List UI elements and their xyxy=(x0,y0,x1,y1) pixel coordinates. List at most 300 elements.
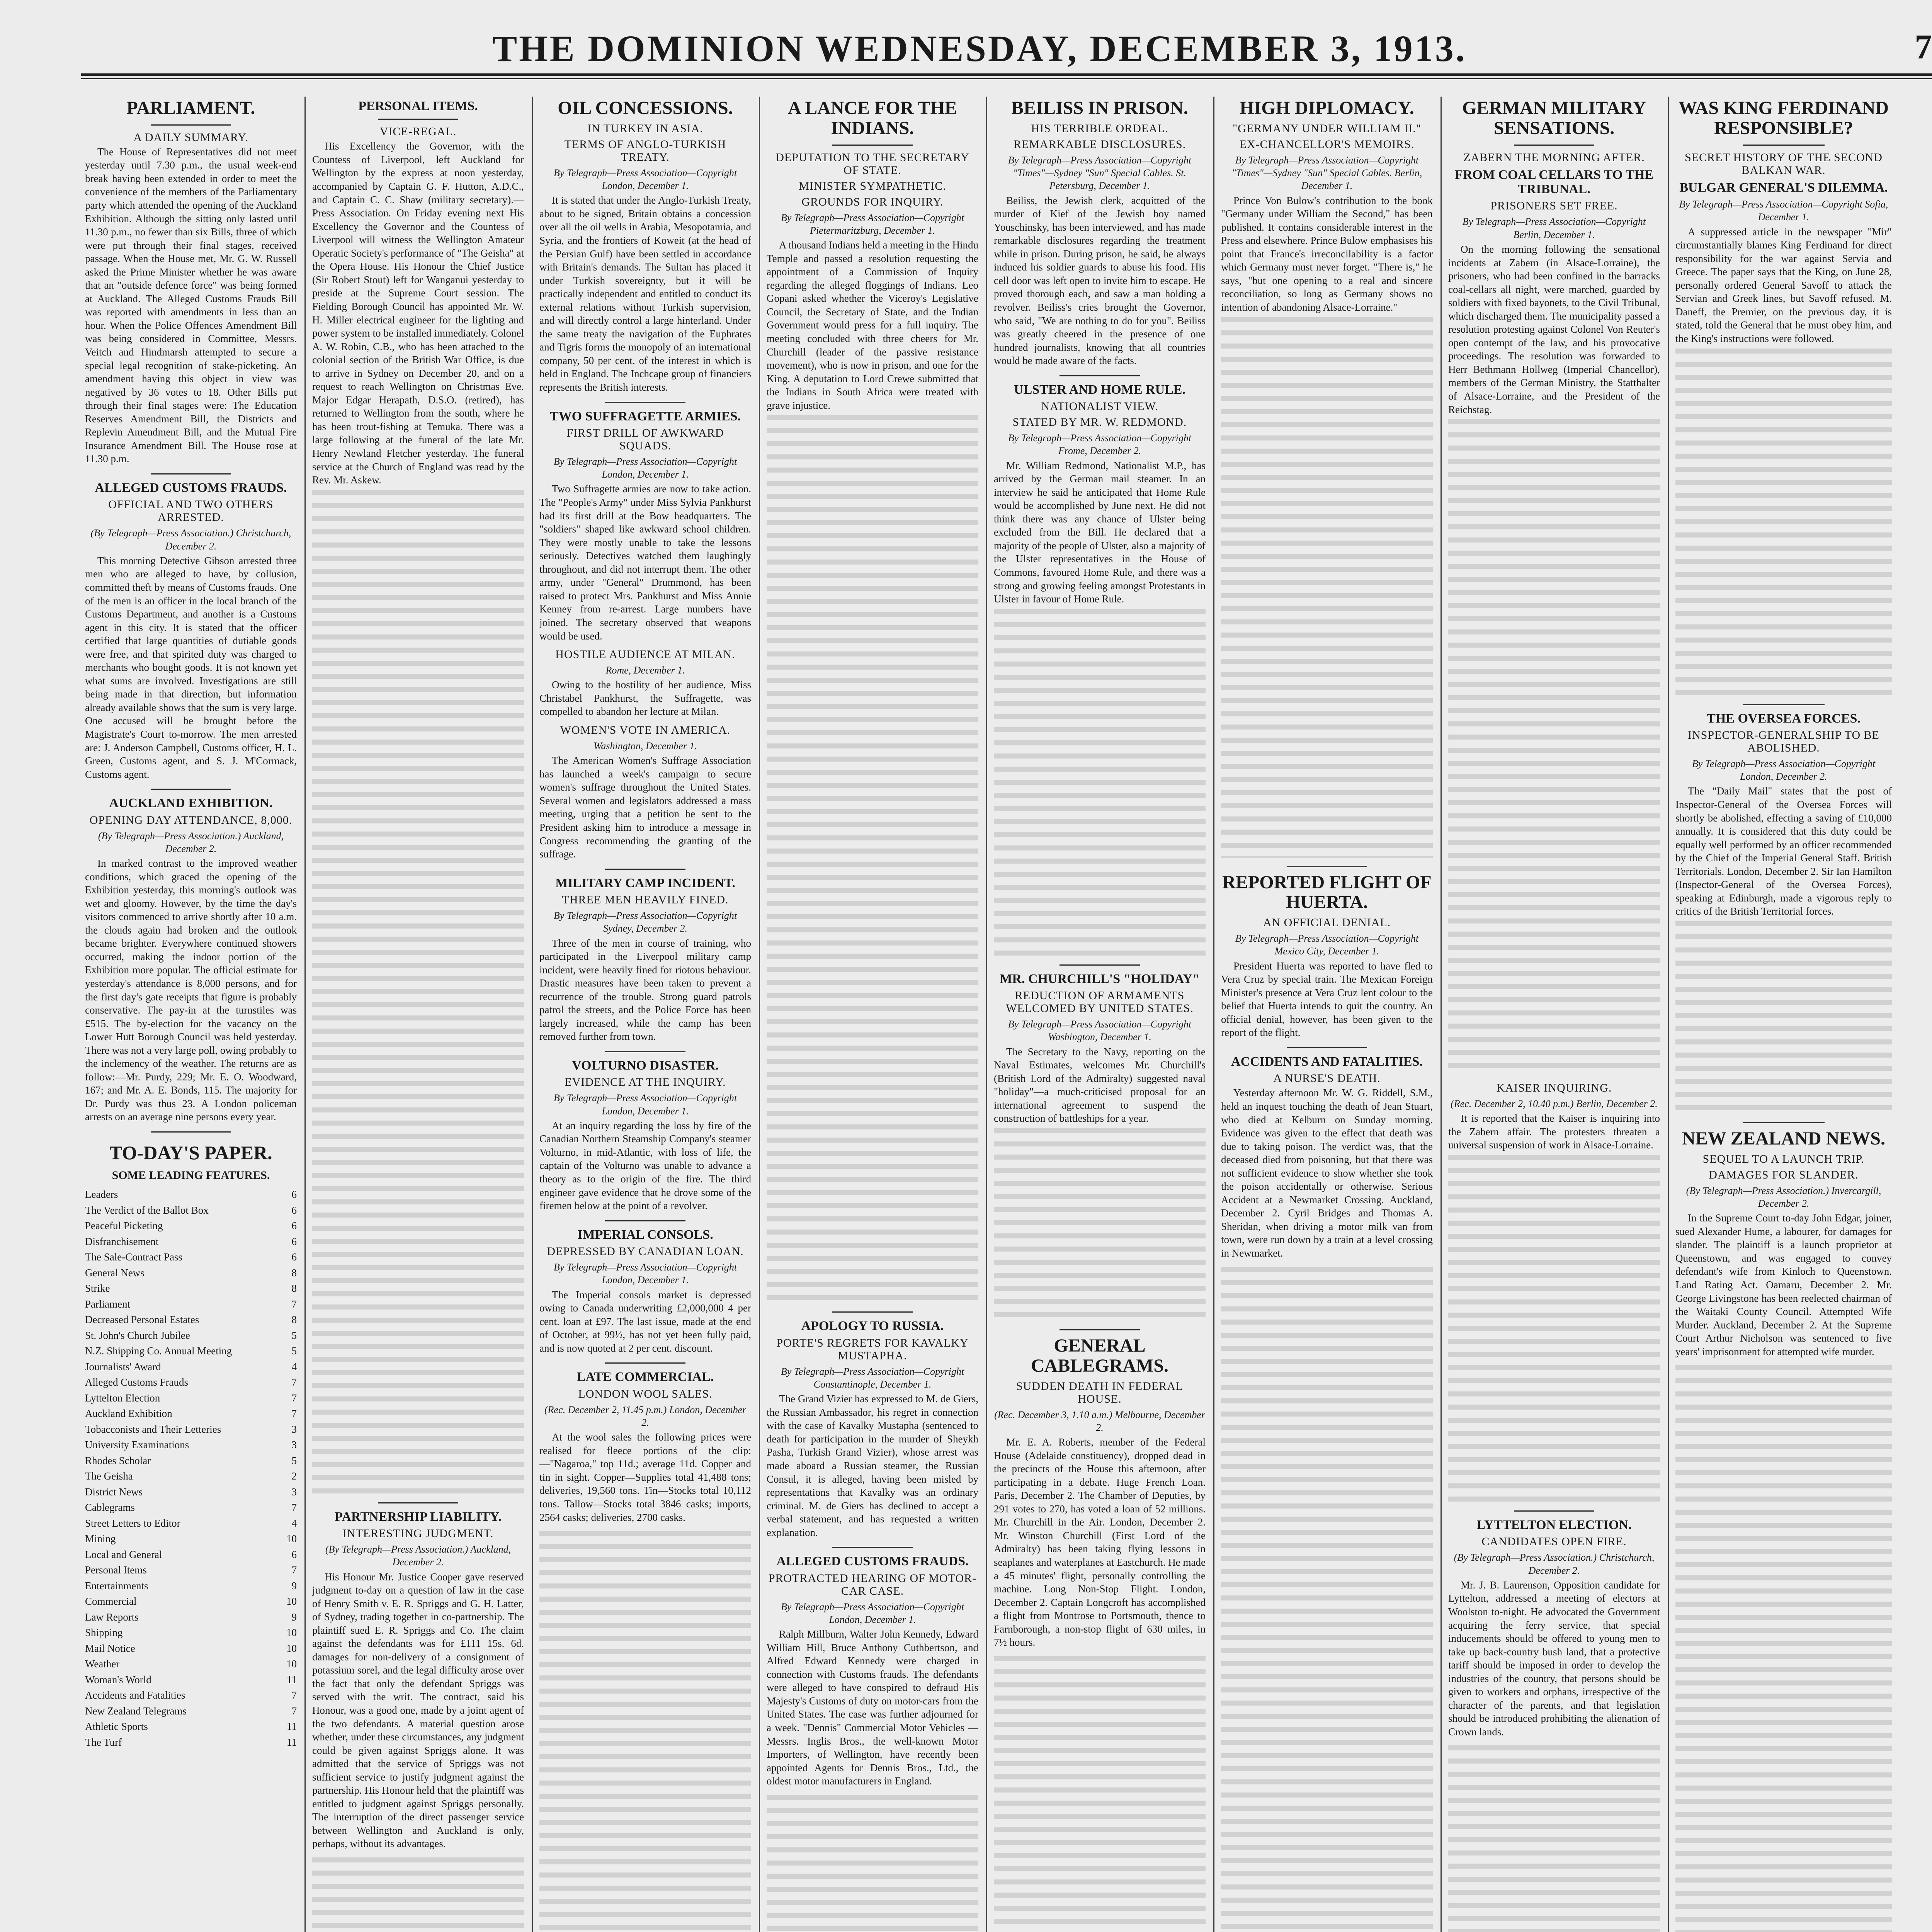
contents-row xyxy=(85,1234,297,1250)
dateline: By Telegraph—Press Association—Copyright London, December 2. xyxy=(1692,758,1876,782)
contents-row xyxy=(85,1719,297,1735)
article-body: At an inquiry regarding the loss by fire of the Canadian Northern Steamship Company's steamer Volturno, in mid-Atlantic, with loss of life, the captain of the Volturno was unable to advance a theory as to the origin of the fire. The third engineer gave evidence that he drove some of the firemen below at the point of a revolver. xyxy=(539,1119,751,1212)
subheading: OPENING DAY ATTENDANCE, 8,000. xyxy=(89,813,293,827)
subheading: SEQUEL TO A LAUNCH TRIP. xyxy=(1702,1152,1865,1165)
headline: THE OVERSEA FORCES. xyxy=(1707,711,1861,726)
article-suffragette-armies xyxy=(539,398,751,643)
contents-row xyxy=(85,1594,297,1609)
contents-item: Street Letters to Editor xyxy=(85,1517,180,1529)
article-king-ferdinand xyxy=(1675,97,1892,696)
contents-row xyxy=(85,1296,297,1312)
contents-row xyxy=(85,1500,297,1515)
contents-item: Accidents and Fatalities xyxy=(85,1689,185,1701)
headline: OIL CONCESSIONS. xyxy=(558,98,733,118)
column-rule xyxy=(304,97,306,1932)
dateline: By Telegraph—Press Association—Copyright Sydney, December 2. xyxy=(553,910,737,934)
article-body: President Huerta was reported to have fled to Vera Cruz by special train. The Mexican Foreign Minister's presence at Vera Cruz lent colour to the belief that Huerta intends to quit the country. An official denial, however, has been given to the report of the flight. xyxy=(1221,960,1433,1039)
headline: LYTTELTON ELECTION. xyxy=(1476,1517,1632,1532)
article-ulster-home-rule xyxy=(994,371,1206,957)
contents-page-number: 7 xyxy=(291,1392,297,1404)
contents-row xyxy=(85,1453,297,1469)
column-rule xyxy=(986,97,987,1932)
contents-page-number: 11 xyxy=(287,1736,297,1748)
subheading: DAMAGES FOR SLANDER. xyxy=(1709,1168,1859,1181)
headline: HOSTILE AUDIENCE AT MILAN. xyxy=(555,648,735,661)
headline: A LANCE FOR THE INDIANS. xyxy=(788,98,957,138)
dateline: (Rec. December 2, 11.45 p.m.) London, December 2. xyxy=(544,1404,747,1428)
dateline: Washington, December 1. xyxy=(594,740,697,752)
headline: GENERAL CABLEGRAMS. xyxy=(1031,1335,1169,1376)
contents-item: University Examinations xyxy=(85,1439,189,1451)
subheading: NATIONALIST VIEW. xyxy=(1041,400,1158,413)
contents-page-number: 7 xyxy=(291,1564,297,1576)
subheading: FROM COAL CELLARS TO THE TRIBUNAL. xyxy=(1455,167,1653,197)
divider xyxy=(605,1362,685,1364)
masthead-title: THE DOMINION WEDNESDAY, DECEMBER 3, 1913. xyxy=(492,28,1467,69)
contents-item: Disfranchisement xyxy=(85,1235,159,1247)
dateline: By Telegraph—Press Association—Copyright Frome, December 2. xyxy=(1008,432,1192,457)
divider xyxy=(1514,1510,1594,1512)
headline: ACCIDENTS AND FATALITIES. xyxy=(1231,1054,1423,1069)
contents-page-number: 3 xyxy=(291,1439,297,1451)
contents-item: The Geisha xyxy=(85,1470,133,1482)
dateline: By Telegraph—Press Association—Copyright London, December 1. xyxy=(553,167,737,192)
subheading: VICE-REGAL. xyxy=(379,125,457,138)
contents-item: The Verdict of the Ballot Box xyxy=(85,1204,209,1216)
contents-row xyxy=(85,1578,297,1594)
column-7 xyxy=(1448,97,1660,1932)
divider xyxy=(1514,145,1594,146)
dateline: (By Telegraph—Press Association.) Christchurch, December 2. xyxy=(1454,1552,1655,1576)
subheading: REDUCTION OF ARMAMENTS WELCOMED BY UNITED STATES. xyxy=(1006,989,1194,1015)
article-lance-for-indians xyxy=(767,97,978,1304)
contents-item: Auckland Exhibition xyxy=(85,1408,172,1420)
subheading: FIRST DRILL OF AWKWARD SQUADS. xyxy=(566,426,724,452)
contents-page-number: 7 xyxy=(291,1689,297,1701)
contents-page-number: 7 xyxy=(291,1705,297,1717)
contents-item: Rhodes Scholar xyxy=(85,1454,151,1466)
divider xyxy=(1743,145,1825,146)
contents-page-number: 5 xyxy=(291,1345,297,1357)
masthead-rule xyxy=(81,73,1932,76)
dateline: By Telegraph—Press Association—Copyright "Times"—Sydney "Sun" Special Cables. St. Petersburg, December 1. xyxy=(1008,154,1192,192)
contents-row xyxy=(85,1218,297,1234)
contents-item: Commercial xyxy=(85,1595,137,1607)
dateline: (By Telegraph—Press Association.) Invercargill, December 2. xyxy=(1686,1185,1881,1209)
subheading: A NURSE'S DEATH. xyxy=(1273,1072,1381,1085)
contents-row xyxy=(85,1625,297,1641)
column-rule xyxy=(1440,97,1442,1932)
subheading: CANDIDATES OPEN FIRE. xyxy=(1481,1535,1627,1548)
article-text-continuation xyxy=(1675,349,1892,696)
contents-row xyxy=(85,1687,297,1703)
contents-item: Leaders xyxy=(85,1189,118,1201)
contents-page-number: 7 xyxy=(291,1502,297,1514)
article-body: The Grand Vizier has expressed to M. de Giers, the Russian Ambassador, his regret in connection with the case of Kavalky Mustapha (sentenced to death for participation in the murder of Sheykh Pasha, Turkish Grand Vizier), whose arrest was made aboard a Russian steamer, the Russian Consul, it is alleged, having been misled by representations that Kavalky was an ordinary criminal. M. de Giers has declined to accept a verbal statement, and has requested a written explanation. xyxy=(767,1393,978,1538)
article-body: His Honour Mr. Justice Cooper gave reserved judgment to-day on a question of law in the case of Henry Smith v. E. R. Spriggs and G. H. Latter, of Sydney, trading together in co-partnership. The plaintiff sued E. R. Spriggs and Co. The claim against the defendants was for £111 15s. 6d. damages for non-delivery of a consignment of potassium sorel, and the legal difficulty arose over the fact that only the defendant Spriggs was served with the writ. The contract, said his Honour, was a good one, made by a joint agent of the two defendants. A material question arose whether, under these circumstances, any judgment could be given against Spriggs alone. It was admitted that the service of Spriggs was not sufficient service to justify judgment against the partnership. His Honour held that the plaintiff was entitled to judgment against Spriggs personally. The interruption of the direct passenger service between Wellington and Auckland is only, perhaps, without its advantages. xyxy=(312,1571,524,1850)
article-text-continuation xyxy=(1221,317,1433,858)
contents-item: Personal Items xyxy=(85,1564,147,1576)
contents-page-number: 4 xyxy=(291,1517,297,1529)
article-body: A thousand Indians held a meeting in the Hindu Temple and passed a resolution requesting the appointment of a Commission of Inquiry regarding the alleged floggings of Indians. Leo Gopani asked whether the Viceroy's Legislative Council, the Secretary of State, and the Indian Government would press for a full inquiry. The meeting concluded with three cheers for Mr. Churchill (leader of the passive resistance movement), who is now in prison, and one for the King. A deputation to Lord Crewe submitted that the Indians in South Africa were treated with grave injustice. xyxy=(767,239,978,411)
contents-row xyxy=(85,1390,297,1406)
subheading: LONDON WOOL SALES. xyxy=(578,1387,713,1400)
subheading: SUDDEN DEATH IN FEDERAL HOUSE. xyxy=(1016,1379,1184,1405)
divider xyxy=(1060,375,1140,376)
contents-item: General News xyxy=(85,1267,145,1279)
contents-row xyxy=(85,1515,297,1531)
contents-row xyxy=(85,1312,297,1328)
contents-page-number: 7 xyxy=(291,1408,297,1420)
column-text-continuation xyxy=(1221,1267,1433,1932)
column-rule xyxy=(759,97,760,1932)
contents-item: Woman's World xyxy=(85,1673,151,1685)
contents-row xyxy=(85,1202,297,1218)
subheading: TERMS OF ANGLO-TURKISH TREATY. xyxy=(564,138,726,163)
column-1 xyxy=(85,97,297,1932)
divider xyxy=(832,1547,913,1548)
contents-row xyxy=(85,1343,297,1359)
contents-item: The Turf xyxy=(85,1736,122,1748)
headline: MR. CHURCHILL'S "HOLIDAY" xyxy=(1000,971,1200,986)
dateline: By Telegraph—Press Association—Copyright "Times"—Sydney "Sun" Special Cables. Berlin, December 1. xyxy=(1231,154,1422,192)
article-text-continuation xyxy=(994,1128,1206,1321)
contents-page-number: 11 xyxy=(287,1673,297,1685)
contents-item: Tobacconists and Their Letteries xyxy=(85,1423,221,1435)
contents-row xyxy=(85,1562,297,1578)
contents-page-number: 3 xyxy=(291,1486,297,1498)
contents-page-number: 9 xyxy=(291,1580,297,1592)
headline: PARLIAMENT. xyxy=(126,98,255,118)
todays-paper-index xyxy=(85,1128,297,1750)
contents-row xyxy=(85,1374,297,1390)
column-text-continuation xyxy=(312,1857,524,1932)
divider xyxy=(832,145,913,146)
contents-item: Shipping xyxy=(85,1627,123,1639)
article-text-continuation xyxy=(1448,1155,1660,1503)
column-4 xyxy=(767,97,978,1932)
contents-item: N.Z. Shipping Co. Annual Meeting xyxy=(85,1345,232,1357)
divider xyxy=(378,1502,458,1503)
contents-row xyxy=(85,1547,297,1563)
column-text-continuation xyxy=(539,1531,751,1932)
contents-page-number: 6 xyxy=(291,1251,297,1263)
article-text-continuation xyxy=(994,609,1206,957)
contents-item: Parliament xyxy=(85,1298,130,1310)
contents-item: Mail Notice xyxy=(85,1642,135,1654)
divider xyxy=(1743,1122,1825,1123)
subheading: GROUNDS FOR INQUIRY. xyxy=(801,195,944,208)
article-text-continuation xyxy=(1675,921,1892,1114)
contents-row xyxy=(85,1422,297,1437)
contents-row xyxy=(85,1328,297,1344)
divider xyxy=(605,1051,685,1052)
article-late-commercial xyxy=(539,1359,751,1524)
masthead xyxy=(81,27,1932,70)
contents-item: Mining xyxy=(85,1533,116,1545)
contents-row xyxy=(85,1359,297,1375)
article-high-diplomacy xyxy=(1221,97,1433,858)
contents-row xyxy=(85,1437,297,1453)
article-body: The "Daily Mail" states that the post of Inspector-General of the Oversea Forces will shortly be abolished, effecting a saving of £10,000 annually. It is considered that this duty could be equally well performed by an officer recommended by the Chief of the Imperial General Staff. British Territorials. London, December 2. Sir Ian Hamilton (Inspector-General of the Oversea Forces), speaking at Edinburgh, made a vigorous reply to critics of the British Territorial forces. xyxy=(1675,785,1892,917)
contents-page-number: 10 xyxy=(286,1595,297,1607)
article-body: Ralph Millburn, Walter John Kennedy, Edward William Hill, Bruce Anthony Cuthbertson, and Alfred Edward Kennedy were charged in connection with Customs frauds. The defendants were alleged to have conspired to defraud His Majesty's Customs of duty on motor-cars from the United States. The case was further adjourned for a week. "Dennis" Commercial Motor Vehicles — Messrs. Inglis Bros., the well-known Motor Importers, of Wellington, have recently been appointed Agents for Dennis Bros., Ltd., the oldest motor manufacturers in England. xyxy=(767,1628,978,1787)
dateline: (By Telegraph—Press Association.) Auckland, December 2. xyxy=(98,830,284,854)
contents-page-number: 7 xyxy=(291,1298,297,1310)
article-partnership-liability xyxy=(312,1498,524,1850)
article-body: Mr. E. A. Roberts, member of the Federal House (Adelaide constituency), dropped dead in the precincts of the House this afternoon, after participating in a debate. Huge French Loan. Paris, December 2. The Chamber of Deputies, by 291 votes to 270, has voted a loan of 52 millions. Mr. Churchill in the Air. London, December 2. Mr. Winston Churchill (First Lord of the Admiralty) has been taking flying lessons in seaplanes and waterplanes at Eastchurch. He made a 45 minutes' flight, personally controlling the machine. Long Non-Stop Flight. London, December 2. Captain Longcroft has accomplished a flight from Montrose to Portsmouth, thence to Farnborough, a non-stop flight of 630 miles, in 7½ hours. xyxy=(994,1436,1206,1648)
dateline: (Rec. December 2, 10.40 p.m.) Berlin, December 2. xyxy=(1451,1098,1658,1110)
contents-page-number: 4 xyxy=(291,1361,297,1372)
article-accidents-fatalities xyxy=(1221,1043,1433,1260)
headline: MILITARY CAMP INCIDENT. xyxy=(555,876,735,890)
contents-item: Weather xyxy=(85,1658,120,1670)
article-oversea-forces xyxy=(1675,700,1892,1114)
article-body: On the morning following the sensational incidents at Zabern (in Alsace-Lorraine), the prisoners, who had been confined in the barracks coal-cellars all night, were marched, guarded by soldiers with fixed bayonets, to the Civil Tribunal, which discharged them. The municipality passed a resolution protesting against Colonel Von Reuter's open contempt of the law, and his provocative proceedings. The resolution was forwarded to Herr Bethmann Hollweg (Imperial Chancellor), members of the German Ministry, the Statthalter of Alsace-Lorraine, and the President of the Reichstag. xyxy=(1448,243,1660,415)
contents-item: Law Reports xyxy=(85,1611,139,1623)
dateline: By Telegraph—Press Association—Copyright London, December 1. xyxy=(553,1092,737,1117)
article-body: The Secretary to the Navy, reporting on the Naval Estimates, welcomes Mr. Churchill's (British Lord of the Admiralty) suggested naval "holiday"—a much-criticised proposal for an international agreement to suspend the construction of battleships for a year. xyxy=(994,1046,1206,1124)
subheading: DEPUTATION TO THE SECRETARY OF STATE. xyxy=(776,151,969,177)
article-beiliss xyxy=(994,97,1206,367)
article-auckland-exhibition xyxy=(85,785,297,1124)
article-body: The House of Representatives did not meet yesterday until 7.30 p.m., the usual week-end break having been extended in order to meet the convenience of the members of the Parliamentary party which attended the opening of the Auckland Exhibition. Although the sitting only lasted until 11.30 p.m., no fewer than six Bills, three of which were put through their final stages, received passage. When the House met, Mr. G. W. Russell asked the Prime Minister whether he was aware that an "outside defence force" was being formed at Auckland. The Alleged Customs Frauds Bill was reported with amendments in less than an hour. When the Police Offences Amendment Bill was being considered in Committee, Messrs. Veitch and Hindmarsh attempted to secure a special legal recognition of stake-picketing. An amendment having this object in view was negatived by 36 votes to 18. Other Bills put through their final stages were: The Education Reserves Amendment Bill, the Districts and Replevin Amendment Bill, and the Mutual Fire Insurance Amendment Bill. The House rose at 11.30 p.m. xyxy=(85,146,297,465)
contents-page-number: 7 xyxy=(291,1376,297,1388)
divider xyxy=(832,1311,913,1313)
headline: PERSONAL ITEMS. xyxy=(358,99,478,113)
dateline: By Telegraph—Press Association—Copyright Washington, December 1. xyxy=(1008,1019,1192,1043)
subheading: OFFICIAL AND TWO OTHERS ARRESTED. xyxy=(108,498,274,524)
contents-item: Lyttelton Election xyxy=(85,1392,160,1404)
article-body: It is stated that under the Anglo-Turkish Treaty, about to be signed, Britain obtains a concession over all the oil wells in Arabia, Mesopotamia, and Syria, and the frontiers of Koweit (at the head of the Persian Gulf) have been settled in accordance with Britain's demands. The Sultan has placed it under Turkish sovereignty, but it will be practically independent and entitled to conduct its external relations without Turkish supervision, and will directly control a large hinterland. Under the same treaty the navigation of the Euphrates and Tigris forms the monopoly of an international company, 50 per cent. of the interest in which is held in England. The Inchcape group of financiers represents the British interests. xyxy=(539,194,751,393)
contents-item: Cablegrams xyxy=(85,1502,135,1514)
contents-page-number: 8 xyxy=(291,1267,297,1279)
contents-item: The Sale-Contract Pass xyxy=(85,1251,182,1263)
contents-item: District News xyxy=(85,1486,143,1498)
headline: WAS KING FERDINAND RESPONSIBLE? xyxy=(1678,98,1889,138)
contents-page-number: 6 xyxy=(291,1548,297,1560)
article-military-camp xyxy=(539,865,751,1043)
contents-row xyxy=(85,1531,297,1547)
dateline: (By Telegraph—Press Association.) Christchurch, December 2. xyxy=(90,527,291,552)
divider xyxy=(151,789,231,790)
article-body: In the Supreme Court to-day John Edgar, joiner, sued Alexander Hume, a labourer, for damages for slander. The plaintiff is a launch proprietor at Queenstown, and was engaged to convey defendant's wife from Kinloch to Queenstown. Land Rating Act. Oamaru, December 2. Mr. George Livingstone has been reelected chairman of the Waitaki County Council. Attempted Wife Murder. Auckland, December 2. At the Supreme Court Arthur Nicholson was sentenced to five years' imprisonment for attempted wife murder. xyxy=(1675,1212,1892,1357)
contents-row xyxy=(85,1703,297,1719)
column-8 xyxy=(1675,97,1892,1932)
column-6 xyxy=(1221,97,1433,1932)
contents-row xyxy=(85,1484,297,1500)
article-apology-russia xyxy=(767,1308,978,1539)
article-body: Yesterday afternoon Mr. W. G. Riddell, S.M., held an inquest touching the death of Jean Stuart, who died at Kelburn on Sunday morning. Evidence was given to the effect that death was due to taking poison. The verdict was, that the deceased died from poisoning, but that there was not sufficient evidence to show whether she took the poison accidentally or otherwise. Serious Accident at a Newmarket Crossing. Auckland, December 2. Cyril Bridges and Thomas A. Sheridan, when driving a motor milk van from town, were run down by a train at a level crossing in Newmarket. xyxy=(1221,1087,1433,1259)
column-text-continuation xyxy=(994,1656,1206,1932)
contents-row xyxy=(85,1656,297,1672)
subheading: SOME LEADING FEATURES. xyxy=(112,1169,270,1182)
subheading: DEPRESSED BY CANADIAN LOAN. xyxy=(547,1245,744,1258)
subheading: AN OFFICIAL DENIAL. xyxy=(1263,916,1391,929)
contents-item: Decreased Personal Estates xyxy=(85,1314,199,1326)
article-text-continuation xyxy=(767,415,978,1304)
article-customs-motor-case xyxy=(767,1543,978,1787)
headline: BEILISS IN PRISON. xyxy=(1011,98,1188,118)
subheading: REMARKABLE DISCLOSURES. xyxy=(1013,138,1186,151)
contents-row xyxy=(85,1249,297,1265)
article-huerta xyxy=(1221,862,1433,1039)
dateline: By Telegraph—Press Association—Copyright London, December 1. xyxy=(781,1601,964,1625)
article-body: In marked contrast to the improved weather conditions, which graced the opening of the Exhibition yesterday, this morning's outlook was wet and gloomy. However, by the time the day's visitors commenced to arrive shortly after 10 a.m. the clouds again had broken and the outlook became brighter. Everywhere continued showers occurred, making the indoor portion of the Exhibition more popular. The official estimate for yesterday's attendance is 8,000 persons, and for the first day's gate receipts that figure is probably conservative. The pay-in at the turnstiles was £515. The by-election for the vacancy on the Lower Hutt Borough Council was held yesterday. There was not a very large poll, owing probably to the inclemency of the weather. The returns are as follow:—Mr. Purdy, 229; Mr. E. O. Woodward, 167; and Mr. A. E. Bonds, 115. The majority for Dr. Purdy was thus 23. A London policeman arrests on an average nine persons every year. xyxy=(85,857,297,1123)
contents-item: St. John's Church Jubilee xyxy=(85,1329,190,1341)
contents-row xyxy=(85,1735,297,1750)
dateline: By Telegraph—Press Association—Copyright Berlin, December 1. xyxy=(1462,216,1646,240)
contents-item: Alleged Customs Frauds xyxy=(85,1376,188,1388)
subheading: INSPECTOR-GENERALSHIP TO BE ABOLISHED. xyxy=(1688,728,1879,754)
masthead-rule-thin xyxy=(81,78,1932,79)
article-body: This morning Detective Gibson arrested three men who are alleged to have, by collusion, committed theft by means of Customs frauds. One of the men is an officer in the local branch of the Customs Department, and another is a Customs agent in this city. It is stated that the officer certified that large quantities of dutiable goods were free, and that spirited duty was charged to merchants who bought goods. It is not known yet what sums are involved. Investigations are still being made in that direction, but information already available shows that the sum is very large. One accused will be brought before the Magistrate's Court to-morrow. The men arrested are: J. Anderson Campbell, Customs officer, H. L. Green, Customs agent, and S. J. M'Cormack, Customs agent. xyxy=(85,554,297,780)
dateline: By Telegraph—Press Association—Copyright London, December 1. xyxy=(553,456,737,480)
article-general-cablegrams xyxy=(994,1325,1206,1649)
headline: IMPERIAL CONSOLS. xyxy=(577,1227,713,1242)
contents-page-number: 6 xyxy=(291,1189,297,1201)
subheading: STATED BY MR. W. REDMOND. xyxy=(1012,416,1187,429)
column-3 xyxy=(539,97,751,1932)
contents-page-number: 9 xyxy=(291,1611,297,1623)
column-rule xyxy=(532,97,533,1932)
contents-row xyxy=(85,1265,297,1281)
divider xyxy=(1060,1329,1140,1330)
contents-item: Entertainments xyxy=(85,1580,148,1592)
article-milan xyxy=(539,646,751,718)
column-text-continuation xyxy=(1448,1745,1660,1932)
contents-page-number: 3 xyxy=(291,1423,297,1435)
article-body: A suppressed article in the newspaper "Mir" circumstantially blames King Ferdinand for direct responsibility for the war against Servia and Greece. The paper says that the King, on June 28, personally ordered General Savoff to attack the Servian and Greek lines, but Savoff refused. M. Daneff, the Premier, on the previous day, it is stated, told the General that he must obey him, and the King's instructions were followed. xyxy=(1675,226,1892,344)
contents-row xyxy=(85,1406,297,1422)
dateline: By Telegraph—Press Association—Copyright London, December 1. xyxy=(553,1262,737,1286)
article-imperial-consols xyxy=(539,1216,751,1355)
column-text-continuation xyxy=(1675,1365,1892,1932)
headline: TO-DAY'S PAPER. xyxy=(109,1142,272,1164)
divider xyxy=(1287,1047,1367,1048)
article-kaiser-inquiring xyxy=(1448,1080,1660,1503)
article-body: Mr. J. B. Laurenson, Opposition candidate for Lyttelton, addressed a meeting of electors at Woolston to-night. He advocated the Government acquiring the ferry service, that special inducements should be offered to young men to take up back-country bush land, that a protective tariff should be imposed in order to develop the industries of the country, that persons should be given to workers and orphans, irrespective of the character of the parents, and that legislation should be introduced prohibiting the alienation of Crown lands. xyxy=(1448,1579,1660,1738)
article-body: Two Suffragette armies are now to take action. The "People's Army" under Miss Sylvia Pankhurst had its first drill at the Bow headquarters. The "soldiers" shaped like awkward school children. They were mostly unable to take the lessons seriously. Detectives watched them laughingly throughout, and did not interrupt them. The other army, under "General" Drummond, has been raised to protect Mrs. Pankhurst and Miss Annie Kenney from re-arrest. Large numbers have joined. The secretary observed that weapons would be used. xyxy=(539,483,751,642)
subheading: PRISONERS SET FREE. xyxy=(1490,199,1618,213)
contents-item: Journalists' Award xyxy=(85,1361,161,1372)
headline: LATE COMMERCIAL. xyxy=(577,1370,714,1384)
contents-page-number: 2 xyxy=(291,1470,297,1482)
headline: TWO SUFFRAGETTE ARMIES. xyxy=(549,409,741,423)
headline: VOLTURNO DISASTER. xyxy=(572,1058,719,1073)
headline: GERMAN MILITARY SENSATIONS. xyxy=(1462,98,1646,138)
contents-page-number: 5 xyxy=(291,1329,297,1341)
article-customs-frauds xyxy=(85,469,297,781)
contents-item: Local and General xyxy=(85,1548,162,1560)
dateline: (Rec. December 3, 1.10 a.m.) Melbourne, December 2. xyxy=(994,1409,1205,1433)
subheading: EX-CHANCELLOR'S MEMOIRS. xyxy=(1239,138,1415,151)
article-body: The American Women's Suffrage Association has launched a week's campaign to secure women's suffrage throughout the United States. Several women and legislators addressed a mass meeting, urging that a petition be sent to the President asking him to introduce a message in Congress recommending the granting of the suffrage. xyxy=(539,755,751,860)
headline: WOMEN'S VOTE IN AMERICA. xyxy=(560,723,731,736)
contents-row xyxy=(85,1281,297,1296)
contents-page-number: 10 xyxy=(286,1658,297,1670)
divider xyxy=(1060,964,1140,966)
contents-row xyxy=(85,1609,297,1625)
contents-row xyxy=(85,1672,297,1688)
article-body: Beiliss, the Jewish clerk, acquitted of the murder of Kief of the Jewish boy named Youschinsky, has been interviewed, and has made remarkable disclosures regarding the treatment while in prison. During prison, he said, he always induced his soldier guards to abuse his food. His cell door was left open to invite him to escape. He proved thorough each, and saw a man holding a revolver. Beiliss's cries brought the Governor, who said, "We are nothing to do for you". Beiliss was greatly cheered in the presence of one hundred journalists, knowing that all countries would be made aware of the facts. xyxy=(994,194,1206,367)
divider xyxy=(151,473,231,474)
headline-rule xyxy=(151,124,231,126)
article-body: Prince Von Bulow's contribution to the book "Germany under William the Second," has been published. It contains considerable interest in the Press and elsewhere. Prince Bulow emphasises his point that France's irreconcilability is a factor which Germany must never forget. "There is," he says, "but one opening to a real and sincere reconciliation, so long as Germany shows no intention of abandoning Alsace-Lorraine." xyxy=(1221,194,1433,313)
divider xyxy=(151,1131,231,1133)
article-personal-items xyxy=(312,97,524,1495)
divider xyxy=(1287,866,1367,867)
article-new-zealand-news xyxy=(1675,1118,1892,1358)
headline: KAISER INQUIRING. xyxy=(1496,1082,1612,1095)
contents-page-number: 8 xyxy=(291,1314,297,1326)
column-rule xyxy=(1213,97,1214,1932)
article-oil-concessions xyxy=(539,97,751,394)
contents-page-number: 5 xyxy=(291,1454,297,1466)
headline: NEW ZEALAND NEWS. xyxy=(1682,1128,1885,1149)
headline: HIGH DIPLOMACY. xyxy=(1240,98,1414,118)
page-number: 7 xyxy=(1915,28,1932,66)
subheading: A DAILY SUMMARY. xyxy=(133,131,248,144)
contents-page-number: 6 xyxy=(291,1204,297,1216)
article-german-military xyxy=(1448,97,1660,1076)
article-body: At the wool sales the following prices were realised for fleece portions of the clip:—"Nagaroa," top 11d.; average 11d. Copper and tin in sight. Copper—Supplies total 41,488 tons; deliveries, 19,560 tons. Tin—Stocks total 10,112 tons. Tallow—Stocks total 3846 casks; imports, 2564 casks; deliveries, 2700 casks. xyxy=(539,1431,751,1523)
contents-page-number: 10 xyxy=(286,1533,297,1545)
article-body: His Excellency the Governor, with the Countess of Liverpool, left Auckland for Wellington by the express at noon yesterday, accompanied by Captain G. F. Hutton, A.D.C., and Captain C. C. Shaw (military secretary).—Press Association. On Friday evening next His Excellency the Governor and the Countess of Liverpool will witness the Wellington Amateur Operatic Society's performance of "The Geisha" at the Opera House. His Honour the Chief Justice (Sir Robert Stout) left for Wanganui yesterday to preside at the Supreme Court session. The Fielding Borough Council has appointed Mr. W. H. Miller electrical engineer for the lighting and power system to be installed immediately. Colonel A. W. Robin, C.B., who has been attached to the colonial section of the British War Office, is due to arrive in Sydney on December 20, and on a request to reach Wellington on Christmas Eve. Major Edgar Herapath, D.S.O. (retired), has returned to Wellington from the south, where he has been trout-fishing at Temuka. There was a large following at the funeral of the late Mr. Henry Newland Fletcher yesterday. The funeral service at the Church of England was read by the Rev. Mr. Askew. xyxy=(312,140,524,486)
dateline: By Telegraph—Press Association—Copyright Constantinople, December 1. xyxy=(781,1366,964,1390)
subheading: SECRET HISTORY OF THE SECOND BALKAN WAR. xyxy=(1685,151,1883,177)
column-text-continuation xyxy=(767,1795,978,1932)
subheading: BULGAR GENERAL'S DILEMMA. xyxy=(1679,180,1888,195)
divider xyxy=(378,119,458,120)
divider xyxy=(605,1220,685,1221)
subheading: ZABERN THE MORNING AFTER. xyxy=(1463,151,1645,164)
column-2 xyxy=(312,97,524,1932)
contents-page-number: 6 xyxy=(291,1220,297,1232)
contents-item: Athletic Sports xyxy=(85,1721,148,1733)
article-text-continuation xyxy=(1448,419,1660,1076)
article-lyttelton-election xyxy=(1448,1507,1660,1738)
contents-row xyxy=(85,1468,297,1484)
article-volturno xyxy=(539,1047,751,1213)
article-body: Three of the men in course of training, who participated in the Liverpool military camp incident, were heavily fined for riotous behaviour. Drastic measures have been taken to prevent a recurrence of the trouble. Strong guard patrols patrol the streets, and the Police Force has been largely increased, while the camp has been removed further from town. xyxy=(539,937,751,1043)
dateline: By Telegraph—Press Association—Copyright Pietermaritzburg, December 1. xyxy=(781,212,964,236)
divider xyxy=(605,869,685,870)
contents-item: Strike xyxy=(85,1282,110,1294)
headline: ULSTER AND HOME RULE. xyxy=(1014,382,1185,397)
subheading: MINISTER SYMPATHETIC. xyxy=(799,179,946,192)
column-5 xyxy=(994,97,1206,1932)
headline: PARTNERSHIP LIABILITY. xyxy=(335,1509,502,1524)
subheading: THREE MEN HEAVILY FINED. xyxy=(562,893,729,906)
article-womens-vote xyxy=(539,722,751,861)
dateline: Rome, December 1. xyxy=(605,665,685,676)
article-text-continuation xyxy=(312,490,524,1495)
contents-item: Peaceful Picketing xyxy=(85,1220,163,1232)
contents-row xyxy=(85,1641,297,1656)
headline: AUCKLAND EXHIBITION. xyxy=(109,796,273,811)
divider xyxy=(1743,704,1825,705)
headline: ALLEGED CUSTOMS FRAUDS. xyxy=(95,480,287,495)
subheading: PORTE'S REGRETS FOR KAVALKY MUSTAPHA. xyxy=(776,1336,969,1362)
column-rule xyxy=(1668,97,1669,1932)
headline: ALLEGED CUSTOMS FRAUDS. xyxy=(776,1554,969,1569)
divider xyxy=(605,402,685,403)
article-churchill-holiday xyxy=(994,961,1206,1321)
subheading: PROTRACTED HEARING OF MOTOR-CAR CASE. xyxy=(768,1571,977,1597)
dateline: By Telegraph—Press Association—Copyright Mexico City, December 1. xyxy=(1235,933,1419,957)
dateline: By Telegraph—Press Association—Copyright Sofia, December 1. xyxy=(1679,199,1888,223)
